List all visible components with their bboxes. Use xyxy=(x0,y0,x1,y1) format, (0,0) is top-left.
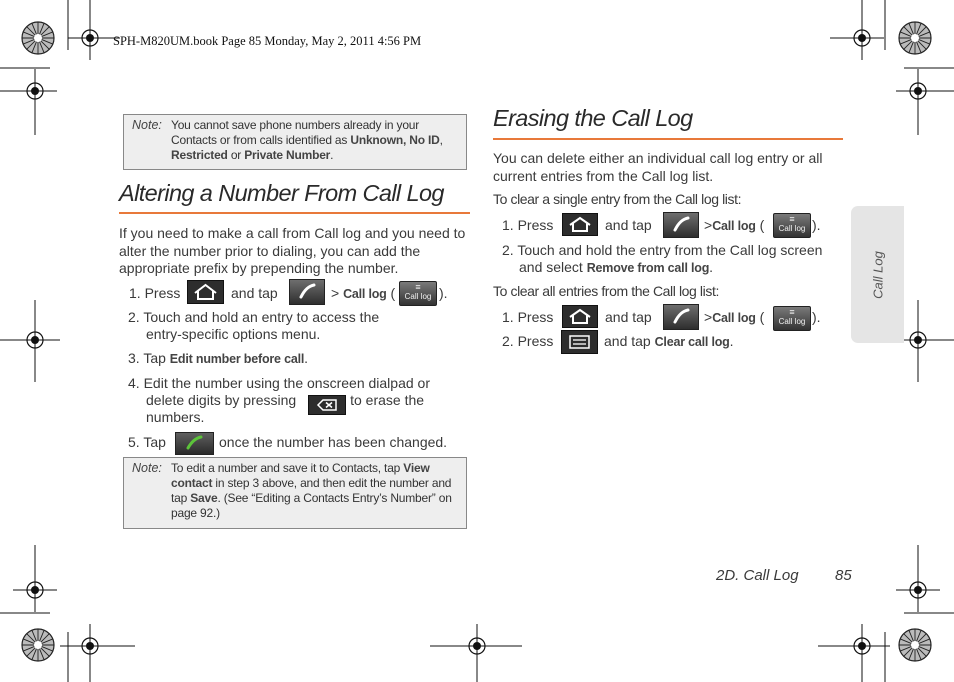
intro-paragraph: If you need to make a call from Call log and you need to alter the number prior to dialing, you can add the appropriate prefix by prepending the number. xyxy=(119,225,466,276)
heading-rule xyxy=(119,212,470,214)
clear-all-step-1-close: ). xyxy=(812,309,821,325)
phone-icon xyxy=(663,212,699,238)
call-log-tab-icon: ≡ Call log xyxy=(399,281,437,306)
print-header-info: SPH-M820UM.book Page 85 Monday, May 2, 2011 4:56 PM xyxy=(113,34,422,48)
clear-all-step-1: 1. Press xyxy=(502,309,554,325)
home-key-icon xyxy=(187,280,224,304)
note-label: Note: xyxy=(132,461,162,475)
step-1-and-tap: and tap xyxy=(231,285,278,301)
note-text: To edit a number and save it to Contacts, tap View contact in step 3 above, and then edit the number and tap Save. (See “Editing a Contacts Entry’s Number” on page 92.) xyxy=(171,461,452,520)
clear-all-step-2-text: and tap Clear call log. xyxy=(604,333,734,349)
home-key-icon xyxy=(562,305,598,328)
step-4: 4. Edit the number using the onscreen dialpad or delete digits by pressing to erase the numbers. xyxy=(128,375,430,425)
clear-single-step-1-path: >Call log ( xyxy=(704,217,765,233)
green-call-icon xyxy=(175,432,214,455)
clear-all-step-2: 2. Press xyxy=(502,333,554,349)
clear-all-step-1-and-tap: and tap xyxy=(605,309,652,325)
footer-page-number: 85 xyxy=(835,567,852,584)
clear-single-step-1: 1. Press xyxy=(502,217,554,233)
step-1-path: > Call log ( xyxy=(331,285,396,301)
note-label: Note: xyxy=(132,118,162,132)
subheading-single-entry: To clear a single entry from the Call log list: xyxy=(493,191,742,207)
note-box-save-numbers xyxy=(123,114,467,170)
chapter-side-tab xyxy=(851,206,904,343)
chapter-side-tab-label: Call Log xyxy=(870,250,885,299)
clear-single-step-1-close: ). xyxy=(812,217,821,233)
note-text: You cannot save phone numbers already in your Contacts or from calls identified as Unknown, No ID, Restricted or Private Number. xyxy=(171,118,443,162)
note-box-edit-number xyxy=(123,457,467,529)
step-3: 3. Tap Edit number before call. xyxy=(128,350,309,366)
clear-single-step-1-and-tap: and tap xyxy=(605,217,652,233)
heading-rule xyxy=(493,138,843,140)
section-heading-erasing-call-log: Erasing the Call Log xyxy=(493,105,693,131)
footer-section-name: 2D. Call Log xyxy=(716,567,799,584)
right-intro-paragraph: You can delete either an individual call log entry or all current entries from the Call log list. xyxy=(493,150,823,184)
menu-key-icon xyxy=(561,330,598,354)
section-heading-altering-number: Altering a Number From Call Log xyxy=(119,180,444,206)
phone-icon xyxy=(289,279,325,305)
clear-single-step-2: 2. Touch and hold the entry from the Call log screen and select Remove from call log. xyxy=(502,242,823,275)
delete-key-icon xyxy=(308,395,346,415)
step-1: 1. Press xyxy=(129,285,181,301)
phone-icon xyxy=(663,304,699,330)
call-log-tab-icon: ≡ Call log xyxy=(773,306,811,331)
clear-all-step-1-path: >Call log ( xyxy=(704,309,765,325)
step-1-close: ). xyxy=(439,285,448,301)
step-2: 2. Touch and hold an entry to access the entry-specific options menu. xyxy=(128,309,380,342)
step-5: 5. Tap xyxy=(128,434,166,450)
home-key-icon xyxy=(562,213,598,236)
subheading-all-entries: To clear all entries from the Call log list: xyxy=(493,283,719,299)
call-log-tab-icon: ≡ Call log xyxy=(773,213,811,238)
step-5-text: once the number has been changed. xyxy=(219,434,448,450)
